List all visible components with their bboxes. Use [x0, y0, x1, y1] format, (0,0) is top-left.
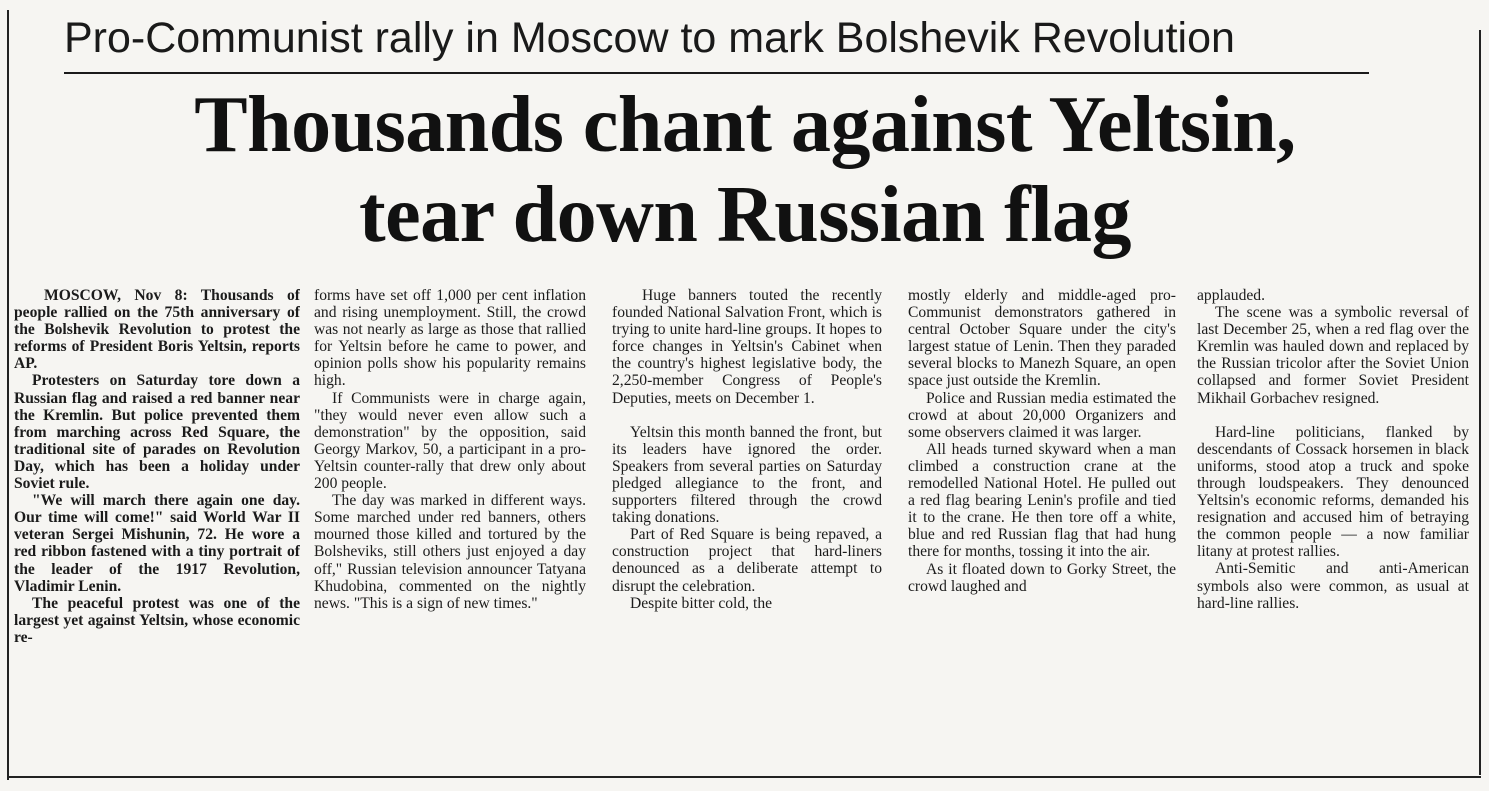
article-column-2 — [314, 287, 586, 773]
paragraph: "We will march there again one day. Our time will come!" said World War II veteran Sergei Mishunin, 72. He wore a red ribbon fastened with a tiny portrait of the leader of the 1917 Revolution, Vladimir Lenin. — [14, 492, 300, 595]
paragraph: If Communists were in charge again, "they would never even allow such a demonstration" by the opposition, said Georgy Markov, 50, a participant in a pro-Yeltsin counter-rally that drew only about 200 people. — [314, 389, 586, 493]
paragraph: All heads turned skyward when a man climbed a construction crane at the remodelled National Hotel. He pulled out a red flag bearing Lenin's profile and tied it to the crane. He then tore off a white, blue and red Russian flag that had hung there for months, tossing it into the air. — [908, 440, 1176, 561]
paragraph: forms have set off 1,000 per cent inflation and rising unemployment. Still, the crowd was not nearly as large as those that rallied for Yeltsin before he came to power, and opinion polls show his popularity remains high. — [314, 287, 586, 390]
paragraph: As it floated down to Gorky Street, the crowd laughed and — [908, 560, 1176, 595]
bottom-border-rule — [7, 776, 1481, 778]
headline-line-1: Thousands chant against Yeltsin, — [194, 81, 1296, 169]
article-column-3 — [612, 287, 882, 773]
article-column-4 — [908, 287, 1176, 773]
article-column-1 — [14, 287, 300, 773]
paragraph: Hard-line politicians, flanked by descendants of Cossack horsemen in black uniforms, stood atop a truck and spoke through loudspeakers. They denounced Yeltsin's economic reforms, demanded his resignation and accused him of betraying the common people — a now familiar litany at protest rallies. — [1197, 423, 1469, 561]
paragraph: The scene was a symbolic reversal of last December 25, when a red flag over the Kremlin was hauled down and replaced by the Russian tricolor after the Soviet Union collapsed and former Soviet President Mikhail Gorbachev resigned. — [1197, 304, 1469, 407]
paragraph: Police and Russian media estimated the crowd at about 20,000 Organizers and some observers claimed it was larger. — [908, 389, 1176, 441]
main-headline — [10, 80, 1480, 260]
paragraph: Yeltsin this month banned the front, but its leaders have ignored the order. Speakers from several parties on Saturday pledged allegiance to the front, and supporters filtered through the crowd taking donations. — [612, 423, 882, 527]
paragraph: Anti-Semitic and anti-American symbols also were common, as usual at hard-line rallies. — [1197, 560, 1469, 612]
paragraph: Huge banners touted the recently founded National Salvation Front, which is trying to unite hard-line groups. It hopes to force changes in Yeltsin's Cabinet when the country's highest legislative body, the 2,250-member Congress of People's Deputies, meets on December 1. — [612, 287, 882, 407]
paragraph: The day was marked in different ways. Some marched under red banners, others mourned those killed and tortured by the Bolsheviks, still others just enjoyed a day off," Russian television announcer Tatyana Khudobina, commented on the nightly news. "This is a sign of new times." — [314, 492, 586, 612]
kicker-headline: Pro-Communist rally in Moscow to mark Bolshevik Revolution — [64, 14, 1235, 62]
paragraph: Despite bitter cold, the — [630, 594, 773, 612]
left-border-rule — [7, 10, 9, 780]
paragraph: Part of Red Square is being repaved, a construction project that hard-liners denounced as a deliberate attempt to disrupt the celebration. — [612, 526, 882, 595]
paragraph: MOSCOW, Nov 8: Thousands of people rallied on the 75th anniversary of the Bolshevik Revolution to protest the reforms of President Boris Yeltsin, reports AP. — [14, 287, 300, 373]
article-column-5 — [1197, 287, 1469, 773]
paragraph: mostly elderly and middle-aged pro-Communist demonstrators gathered in central October Square under the city's largest statue of Lenin. Then they paraded several blocks to Manezh Square, an open space just outside the Kremlin. — [908, 287, 1176, 390]
headline-line-2: tear down Russian flag — [358, 171, 1132, 259]
paragraph: Protesters on Saturday tore down a Russian flag and raised a red banner near the Kremlin. But police prevented them from marching across Red Square, the traditional site of parades on Revolution Day, which has been a holiday under Soviet rule. — [14, 372, 300, 493]
kicker-underline — [64, 72, 1369, 74]
paragraph: applauded. — [1197, 287, 1265, 304]
paragraph: The peaceful protest was one of the largest yet against Yeltsin, whose economic re- — [14, 594, 300, 646]
